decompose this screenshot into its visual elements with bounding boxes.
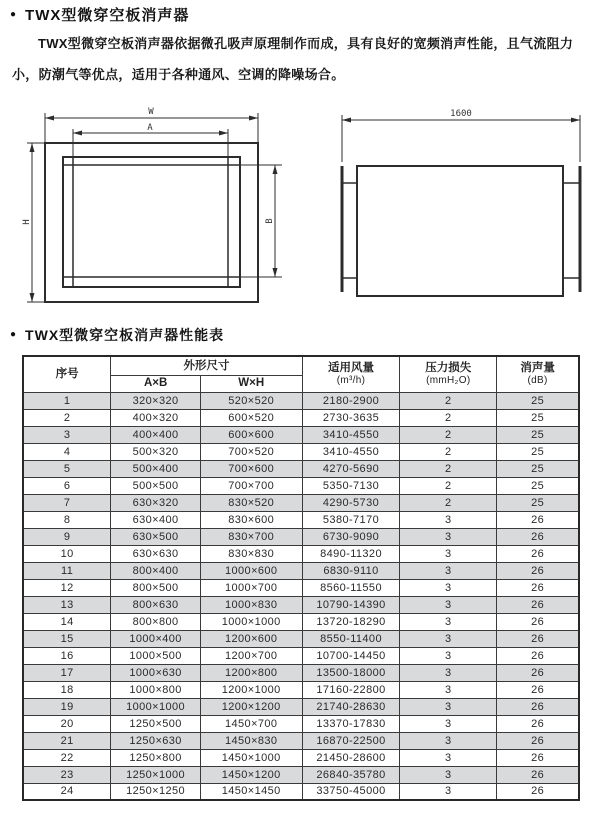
performance-table-title: TWX型微穿空板消声器性能表: [25, 327, 225, 343]
cell-no: 2: [23, 409, 111, 426]
cell-dims-ab: 630×320: [111, 494, 201, 511]
cell-no: 21: [23, 732, 111, 749]
cell-dims-wh: 600×520: [200, 409, 302, 426]
table-row: [23, 460, 579, 477]
dim-label-h: H: [22, 219, 32, 225]
table-row: [23, 596, 579, 613]
section-title-product: [10, 4, 189, 25]
header-pressure-loss: [400, 356, 497, 392]
cell-dims-wh: 830×600: [200, 511, 302, 528]
cell-noise-reduction: 25: [497, 409, 579, 426]
cell-airflow: 2730-3635: [302, 409, 400, 426]
cell-noise-reduction: 25: [497, 494, 579, 511]
cell-noise-reduction: 26: [497, 647, 579, 664]
header-dims-group: 外形尺寸: [111, 356, 302, 375]
cell-no: 12: [23, 579, 111, 596]
cell-pressure-loss: 3: [400, 545, 497, 562]
cell-airflow: 10790-14390: [302, 596, 400, 613]
bullet-icon: ●: [10, 8, 18, 20]
flange-connectors: [342, 183, 580, 278]
table-row: [23, 766, 579, 783]
cell-pressure-loss: 2: [400, 443, 497, 460]
table-row: [23, 562, 579, 579]
table-row: [23, 664, 579, 681]
cell-noise-reduction: 26: [497, 613, 579, 630]
cell-dims-ab: 400×400: [111, 426, 201, 443]
inner-frame: [63, 157, 240, 287]
cell-dims-wh: 1200×800: [200, 664, 302, 681]
table-row: [23, 749, 579, 766]
cell-no: 16: [23, 647, 111, 664]
header-noise-reduction-label: 消声量: [520, 361, 555, 374]
cell-noise-reduction: 26: [497, 545, 579, 562]
header-dims-wh: W×H: [200, 375, 302, 392]
cell-pressure-loss: 2: [400, 409, 497, 426]
bullet-icon: ●: [10, 329, 18, 340]
cell-noise-reduction: 25: [497, 426, 579, 443]
cell-dims-ab: 500×500: [111, 477, 201, 494]
cell-airflow: 13370-17830: [302, 715, 400, 732]
cell-dims-ab: 1250×1000: [111, 766, 201, 783]
cell-dims-ab: 500×400: [111, 460, 201, 477]
inner-panel-lines: [63, 157, 240, 287]
table-row: [23, 392, 579, 409]
cell-airflow: 13720-18290: [302, 613, 400, 630]
cell-pressure-loss: 2: [400, 392, 497, 409]
header-no: 序号: [23, 356, 111, 392]
cell-dims-ab: 800×800: [111, 613, 201, 630]
cell-noise-reduction: 25: [497, 477, 579, 494]
cell-no: 19: [23, 698, 111, 715]
cell-noise-reduction: 25: [497, 460, 579, 477]
product-description: TWX型微穿空板消声器依据微孔吸声原理制作而成，具有良好的宽频消声性能，且气流阻力小，防潮气等优点，适用于各种通风、空调的降噪场合。: [12, 36, 574, 82]
header-airflow: [302, 356, 400, 392]
cell-noise-reduction: 25: [497, 392, 579, 409]
table-row: [23, 443, 579, 460]
cell-noise-reduction: 26: [497, 579, 579, 596]
cell-dims-wh: 1200×1200: [200, 698, 302, 715]
table-row: [23, 647, 579, 664]
cell-airflow: 4290-5730: [302, 494, 400, 511]
cell-noise-reduction: 26: [497, 715, 579, 732]
cell-no: 15: [23, 630, 111, 647]
cell-dims-ab: 1000×400: [111, 630, 201, 647]
cell-airflow: 5380-7170: [302, 511, 400, 528]
cell-no: 11: [23, 562, 111, 579]
dim-label-a: A: [147, 123, 153, 133]
cell-dims-wh: 700×520: [200, 443, 302, 460]
header-dims-ab: A×B: [111, 375, 201, 392]
cell-dims-ab: 1250×1250: [111, 783, 201, 800]
cell-no: 17: [23, 664, 111, 681]
cell-noise-reduction: 25: [497, 443, 579, 460]
outer-casing: [45, 143, 258, 302]
cell-pressure-loss: 3: [400, 766, 497, 783]
cell-dims-ab: 320×320: [111, 392, 201, 409]
cell-dims-wh: 1000×1000: [200, 613, 302, 630]
cell-pressure-loss: 3: [400, 749, 497, 766]
cell-pressure-loss: 3: [400, 596, 497, 613]
cell-dims-wh: 600×600: [200, 426, 302, 443]
cell-airflow: 33750-45000: [302, 783, 400, 800]
cell-noise-reduction: 26: [497, 698, 579, 715]
table-row: [23, 698, 579, 715]
cell-dims-wh: 830×830: [200, 545, 302, 562]
table-row: [23, 545, 579, 562]
cell-noise-reduction: 26: [497, 766, 579, 783]
cell-dims-ab: 400×320: [111, 409, 201, 426]
header-pressure-loss-unit: (mmH₂O): [426, 375, 471, 387]
section-title-performance: [10, 325, 224, 345]
cell-noise-reduction: 26: [497, 596, 579, 613]
cell-dims-wh: 700×700: [200, 477, 302, 494]
cell-no: 9: [23, 528, 111, 545]
cell-dims-wh: 1450×1000: [200, 749, 302, 766]
cell-dims-ab: 1250×500: [111, 715, 201, 732]
cell-airflow: 10700-14450: [302, 647, 400, 664]
table-row: [23, 783, 579, 800]
cell-pressure-loss: 3: [400, 579, 497, 596]
cell-dims-wh: 700×600: [200, 460, 302, 477]
cell-dims-wh: 830×700: [200, 528, 302, 545]
cell-airflow: 3410-4550: [302, 426, 400, 443]
cell-dims-ab: 500×320: [111, 443, 201, 460]
table-row: [23, 426, 579, 443]
cell-airflow: 8490-11320: [302, 545, 400, 562]
cell-dims-wh: 1450×830: [200, 732, 302, 749]
cell-noise-reduction: 26: [497, 749, 579, 766]
extension-lines: [342, 115, 580, 162]
table-row: [23, 715, 579, 732]
cell-pressure-loss: 3: [400, 681, 497, 698]
cell-no: 10: [23, 545, 111, 562]
cell-dims-ab: 1000×1000: [111, 698, 201, 715]
header-noise-reduction-unit: (dB): [527, 375, 548, 387]
cell-dims-ab: 1000×630: [111, 664, 201, 681]
cell-pressure-loss: 3: [400, 732, 497, 749]
cell-dims-ab: 1250×630: [111, 732, 201, 749]
cell-no: 4: [23, 443, 111, 460]
cell-dims-wh: 830×520: [200, 494, 302, 511]
cell-dims-ab: 630×400: [111, 511, 201, 528]
cell-no: 24: [23, 783, 111, 800]
cell-dims-wh: 1450×1200: [200, 766, 302, 783]
cell-noise-reduction: 26: [497, 630, 579, 647]
cell-no: 20: [23, 715, 111, 732]
cell-airflow: 26840-35780: [302, 766, 400, 783]
cell-no: 23: [23, 766, 111, 783]
cell-dims-ab: 630×630: [111, 545, 201, 562]
cell-dims-ab: 1250×800: [111, 749, 201, 766]
cell-pressure-loss: 3: [400, 562, 497, 579]
cell-pressure-loss: 3: [400, 630, 497, 647]
cell-dims-wh: 1200×600: [200, 630, 302, 647]
cell-no: 1: [23, 392, 111, 409]
cell-airflow: 13500-18000: [302, 664, 400, 681]
extension-lines: [27, 113, 282, 302]
cell-pressure-loss: 3: [400, 698, 497, 715]
cell-no: 6: [23, 477, 111, 494]
table-row: [23, 732, 579, 749]
cell-pressure-loss: 2: [400, 460, 497, 477]
cell-airflow: 3410-4550: [302, 443, 400, 460]
cell-dims-wh: 1000×600: [200, 562, 302, 579]
header-airflow-label: 适用风量: [328, 361, 375, 374]
cell-dims-wh: 1200×700: [200, 647, 302, 664]
table-row: [23, 630, 579, 647]
performance-table: [22, 355, 580, 801]
table-row: [23, 511, 579, 528]
cell-noise-reduction: 26: [497, 664, 579, 681]
cell-pressure-loss: 2: [400, 477, 497, 494]
cell-pressure-loss: 3: [400, 715, 497, 732]
dim-label-b: B: [265, 218, 275, 224]
cell-dims-ab: 800×500: [111, 579, 201, 596]
cell-pressure-loss: 2: [400, 494, 497, 511]
cell-pressure-loss: 3: [400, 528, 497, 545]
cell-dims-ab: 800×630: [111, 596, 201, 613]
dim-label-length: 1600: [450, 109, 472, 119]
cell-airflow: 17160-22800: [302, 681, 400, 698]
silencer-body: [357, 166, 563, 296]
cell-dims-wh: 1450×700: [200, 715, 302, 732]
cell-airflow: 21740-28630: [302, 698, 400, 715]
cell-dims-wh: 1000×830: [200, 596, 302, 613]
cell-no: 8: [23, 511, 111, 528]
cell-airflow: 6730-9090: [302, 528, 400, 545]
cell-airflow: 8550-11400: [302, 630, 400, 647]
cell-dims-wh: 1200×1000: [200, 681, 302, 698]
table-body: [23, 392, 579, 800]
cell-pressure-loss: 3: [400, 783, 497, 800]
cell-no: 18: [23, 681, 111, 698]
front-view-drawing: [22, 104, 314, 316]
dim-label-w: W: [148, 107, 154, 117]
cell-pressure-loss: 3: [400, 613, 497, 630]
cell-noise-reduction: 26: [497, 511, 579, 528]
cell-airflow: 6830-9110: [302, 562, 400, 579]
cell-pressure-loss: 3: [400, 664, 497, 681]
cell-dims-ab: 1000×800: [111, 681, 201, 698]
cell-dims-ab: 1000×500: [111, 647, 201, 664]
header-airflow-unit: (m³/h): [336, 375, 366, 387]
header-pressure-loss-label: 压力损失: [425, 361, 472, 374]
cell-noise-reduction: 26: [497, 681, 579, 698]
cell-no: 13: [23, 596, 111, 613]
cell-dims-wh: 1000×700: [200, 579, 302, 596]
cell-airflow: 2180-2900: [302, 392, 400, 409]
cell-airflow: 8560-11550: [302, 579, 400, 596]
table-row: [23, 528, 579, 545]
cell-airflow: 5350-7130: [302, 477, 400, 494]
header-noise-reduction: [497, 356, 579, 392]
cell-pressure-loss: 3: [400, 647, 497, 664]
side-view-drawing: [330, 104, 592, 316]
cell-dims-wh: 520×520: [200, 392, 302, 409]
cell-noise-reduction: 26: [497, 783, 579, 800]
cell-noise-reduction: 26: [497, 528, 579, 545]
cell-noise-reduction: 26: [497, 732, 579, 749]
cell-dims-ab: 800×400: [111, 562, 201, 579]
flange-bars: [342, 166, 580, 292]
product-title: TWX型微穿空板消声器: [25, 7, 190, 24]
cell-airflow: 16870-22500: [302, 732, 400, 749]
table-row: [23, 681, 579, 698]
cell-airflow: 4270-5690: [302, 460, 400, 477]
dimension-lines: [32, 118, 275, 302]
cell-noise-reduction: 26: [497, 562, 579, 579]
table-row: [23, 613, 579, 630]
cell-pressure-loss: 3: [400, 511, 497, 528]
cell-no: 3: [23, 426, 111, 443]
cell-dims-ab: 630×500: [111, 528, 201, 545]
table-row: [23, 579, 579, 596]
cell-no: 22: [23, 749, 111, 766]
table-row: [23, 494, 579, 511]
table-row: [23, 409, 579, 426]
cell-pressure-loss: 2: [400, 426, 497, 443]
cell-no: 14: [23, 613, 111, 630]
cell-dims-wh: 1450×1450: [200, 783, 302, 800]
cell-no: 5: [23, 460, 111, 477]
table-row: [23, 477, 579, 494]
cell-no: 7: [23, 494, 111, 511]
cell-airflow: 21450-28600: [302, 749, 400, 766]
